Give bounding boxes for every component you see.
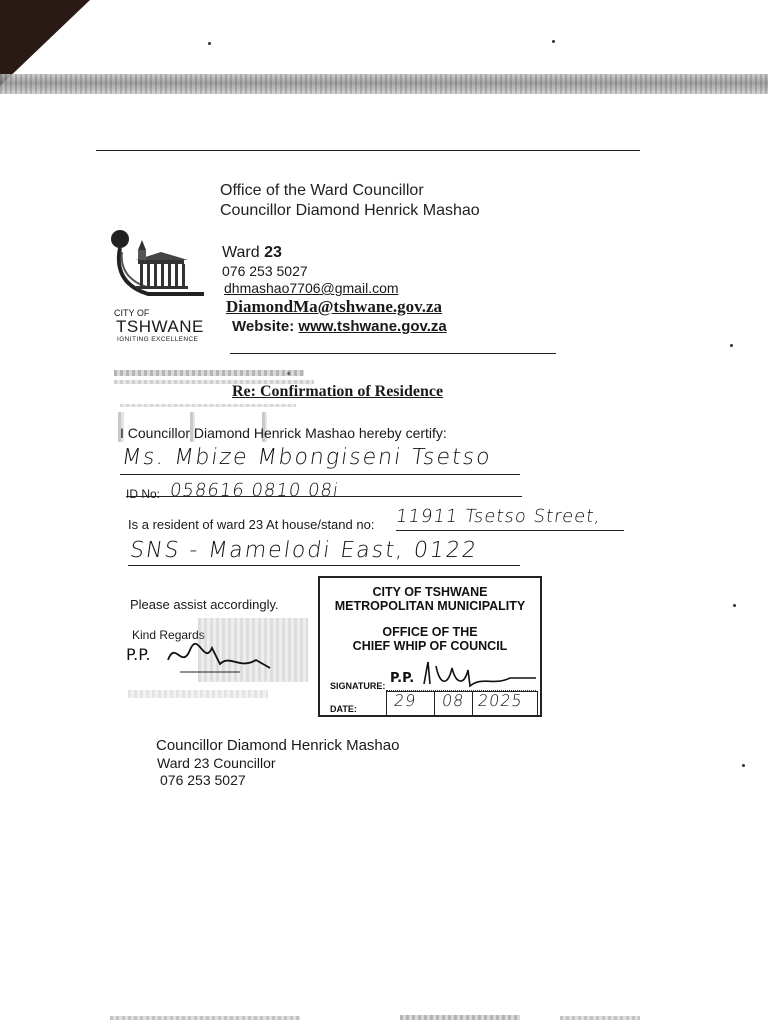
name-underline	[120, 474, 520, 475]
scan-speck	[742, 764, 745, 767]
website-label: Website:	[232, 318, 295, 335]
header-top-rule	[96, 150, 640, 151]
header-bottom-rule	[230, 353, 556, 354]
tshwane-building-emblem	[108, 228, 208, 308]
certify-line: I Councillor Diamond Henrick Mashao hereby certify:	[120, 425, 447, 441]
stamp-line-city: CITY OF TSHWANE	[372, 585, 488, 599]
kind-regards: Kind Regards	[132, 628, 205, 642]
scan-noise-band	[0, 74, 768, 94]
scan-speck	[208, 42, 211, 45]
address-underline-2	[128, 565, 520, 566]
stamp-signature-label: SIGNATURE:	[330, 681, 386, 691]
header-phone: 076 253 5027	[222, 263, 308, 279]
assist-line: Please assist accordingly.	[130, 597, 279, 612]
stamp-date-label: DATE:	[330, 704, 357, 714]
scan-speck	[730, 344, 733, 347]
stamp-date-divider	[434, 691, 435, 715]
footer-councillor-name: Councillor Diamond Henrick Mashao	[156, 737, 400, 754]
office-title: Office of the Ward Councillor	[220, 182, 424, 199]
ward-line	[222, 244, 282, 262]
resident-line: Is a resident of ward 23 At house/stand no:	[128, 517, 375, 532]
handwritten-address-line2: SNS - Mamelodi East, 0122	[128, 538, 480, 563]
letter-subject: Re: Confirmation of Residence	[232, 383, 444, 400]
stamp-line-chief-whip: CHIEF WHIP OF COUNCIL	[352, 639, 508, 653]
id-underline	[126, 496, 522, 497]
official-stamp	[318, 576, 542, 717]
stamp-signature-initials: P.P.	[390, 671, 415, 686]
scan-smudge	[114, 370, 304, 376]
footer-phone: 076 253 5027	[160, 772, 246, 788]
id-label: ID No:	[126, 487, 161, 501]
logo-city-of: CITY OF	[114, 308, 150, 318]
website-line	[232, 318, 447, 335]
ward-label: Ward	[222, 244, 260, 261]
stamp-date-year: 2025	[476, 691, 525, 710]
handwritten-id-number: 058616 0810 08i	[168, 480, 341, 501]
ward-number: 23	[264, 244, 282, 261]
signature-initials: P.P.	[126, 645, 151, 664]
stamp-date-day: 29	[392, 691, 418, 710]
handwritten-resident-name: Ms. Mbize Mbongiseni Tsetso	[120, 445, 494, 470]
councillor-name: Councillor Diamond Henrick Mashao	[220, 202, 480, 219]
scan-bottom-edge	[400, 1015, 520, 1020]
scan-smudge	[128, 690, 268, 698]
scan-speck	[733, 604, 736, 607]
scan-speck	[552, 40, 555, 43]
handwritten-signature	[120, 630, 300, 680]
scan-bottom-edge	[560, 1016, 640, 1020]
email-official-link[interactable]: DiamondMa@tshwane.gov.za	[226, 297, 443, 316]
scan-bottom-edge	[110, 1016, 300, 1020]
footer-councillor-title: Ward 23 Councillor	[157, 755, 276, 771]
city-of-tshwane-logo	[108, 228, 208, 346]
stamp-line-municipality: METROPOLITAN MUNICIPALITY	[334, 599, 526, 613]
address-underline-1	[396, 530, 624, 531]
handwritten-address-line1: 11911 Tsetso Street,	[394, 506, 603, 527]
stamp-date-month: 08	[440, 691, 466, 710]
stamp-line-office: OFFICE OF THE	[382, 625, 478, 639]
logo-tshwane: TSHWANE	[116, 317, 204, 336]
logo-tagline: IGNITING EXCELLENCE	[117, 336, 199, 343]
stamp-date-divider	[472, 691, 473, 715]
scan-smudge	[120, 404, 296, 407]
email-gmail-link[interactable]: dhmashao7706@gmail.com	[224, 280, 399, 296]
stamp-signature	[390, 656, 540, 692]
website-link[interactable]: www.tshwane.gov.za	[298, 318, 447, 335]
